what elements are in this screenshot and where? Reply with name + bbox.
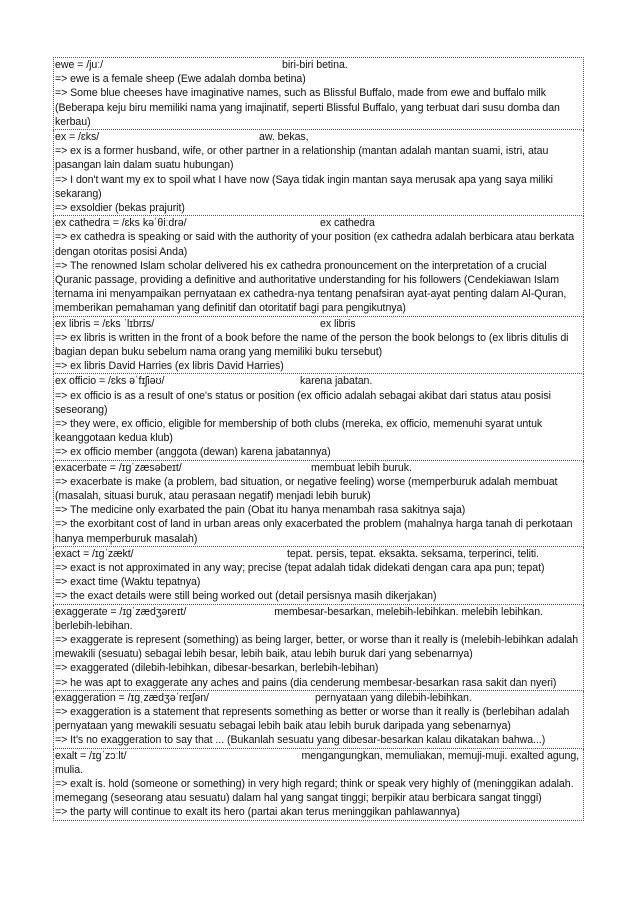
entry-line: => exact time (Waktu tepatnya): [55, 576, 201, 589]
entry-term: ex libris = /ɛks ˈlɪbrɪs/: [55, 317, 155, 330]
entry-line: => The renowned Islam scholar delivered his ex cathedra pronouncement on the interpretation of a crucial Quranic passage, providing a definitive and authoritative understanding for his followers (Cendekiawan Islam ternama ini menyampaikan pernyataan ex cathedra-nya tentang penafsiran ayat-ayat penting dalam Al-Quran, memberikan pemahaman yang definitif dan otoritatif bagi para pengikutnya): [55, 259, 567, 315]
entry-line: => exalt is. hold (someone or something) in very high regard; think or speak very highly of (meninggikan adalah. memegang (seseorang atau sesuatu) dalam hal yang sangat tinggi; berpikir atau berbicara sangat tinggi): [55, 778, 574, 805]
entry-term: exacerbate = /ɪɡˈzæsəbeɪt/: [55, 461, 182, 474]
entry-line: => they were, ex officio, eligible for membership of both clubs (mereka, ex officio, memenuhi syarat untuk keanggotaan kedua klub): [55, 418, 543, 445]
entry-line: => I don't want my ex to spoil what I have now (Saya tidak ingin mantan saya merusak apa yang saya miliki sekarang): [55, 173, 553, 200]
entry-line: => It's no exaggeration to say that ... (Bukanlah sesuatu yang dibesar-besarkan kalau dikatakan bahwa...): [55, 734, 546, 747]
entry-term: exact = /ɪɡˈzækt/: [55, 547, 134, 560]
entry-exaggerate: [53, 605, 584, 691]
entry-meaning: pernyataan yang dilebih-lebihkan.: [315, 691, 472, 704]
entry-line: => the exorbitant cost of land in urban areas only exacerbated the problem (mahalnya harga tanah di perkotaan hanya memperburuk masalah): [55, 518, 573, 545]
entry-meaning: aw. bekas,: [259, 131, 309, 143]
entry-meaning: tepat. persis, tepat. eksakta. seksama, terperinci, teliti.: [287, 547, 540, 560]
entry-line: => ewe is a female sheep (Ewe adalah domba betina): [55, 73, 306, 86]
entry-meaning: ex cathedra: [320, 217, 375, 230]
entry-term: ex cathedra = /ɛks kəˈθiːdrə/: [55, 217, 187, 230]
entry-ex-officio: [53, 374, 584, 460]
entry-ewe: [53, 57, 584, 130]
entry-meaning: karena jabatan.: [300, 375, 373, 388]
entry-line: => exaggeration is a statement that represents something as better or worse than it really is (berlebihan adalah pernyataan yang mewakili sesuatu sebagai lebih baik atau lebih buruk daripada yang sebenarnya): [55, 706, 570, 733]
entry-line: => exaggerated (dilebih-lebihkan, dibesar-besarkan, berlebih-lebihan): [55, 662, 379, 675]
entry-line: => ex libris David Harries (ex libris David Harries): [55, 360, 284, 373]
dictionary-page: [53, 57, 584, 821]
entry-line: => Some blue cheeses have imaginative names, such as Blissful Buffalo, made from ewe and buffalo milk (Beberapa keju biru memiliki nama yang imajinatif, seperti Blissful Buffalo, yang terbuat dari susu domba dan kerbau): [55, 87, 560, 128]
entry-meaning: membuat lebih buruk.: [311, 461, 412, 474]
entry-line: => exact is not approximated in any way; precise (tepat adalah tidak didekati dengan cara apa pun; tepat): [55, 562, 545, 574]
entry-term: exalt = /ɪɡˈzɔːlt/: [55, 749, 127, 762]
entry-exact: [53, 547, 584, 605]
entry-ex-libris: [53, 317, 584, 375]
entry-header: [55, 547, 582, 561]
entry-line: => The medicine only exarbated the pain (Obat itu hanya menambah rasa sakitnya saja): [55, 504, 466, 517]
entry-header: [55, 317, 582, 331]
entry-header: [55, 749, 582, 777]
entry-line: => ex is a former husband, wife, or other partner in a relationship (mantan adalah mantan suami, istri, atau pasangan lain dalam suatu hubungan): [55, 145, 549, 172]
entry-line: => the party will continue to exalt its hero (partai akan terus meninggikan pahlawannya): [55, 806, 460, 819]
entry-term: ewe = /juː/: [55, 59, 104, 71]
entry-exalt: [53, 749, 584, 821]
entry-term: exaggerate = /ɪɡˈzædʒəreɪt/: [55, 605, 187, 618]
entry-header: [55, 691, 582, 705]
entry-line: => ex officio is as a result of one's status or position (ex officio adalah sebagai akibat dari status atau posisi seseorang): [55, 389, 551, 416]
entry-header: [55, 461, 582, 475]
entry-term: ex = /ɛks/: [55, 131, 100, 143]
entry-meaning: membesar-besarkan, melebih-lebihkan. melebih lebihkan. berlebih-lebihan.: [55, 605, 543, 632]
entry-line: => exacerbate is make (a problem, bad situation, or negative feeling) worse (memperburuk adalah membuat (masalah, situasi buruk, atau perasaan negatif) menjadi lebih buruk): [55, 475, 558, 502]
entry-line: => he was apt to exaggerate any aches and pains (dia cenderung membesar-besarkan rasa sakit dan nyeri): [55, 676, 557, 689]
entry-line: => exsoldier (bekas prajurit): [55, 202, 185, 214]
entry-header: [55, 130, 582, 144]
entry-exaggeration: [53, 691, 584, 749]
entry-meaning: biri-biri betina.: [282, 59, 348, 71]
entry-line: => ex officio member (anggota (dewan) karena jabatannya): [55, 446, 331, 459]
entry-line: => ex cathedra is speaking or said with the authority of your position (ex cathedra adalah berbicara atau berkata dengan otoritas posisi Anda): [55, 231, 575, 258]
entry-term: ex officio = /ɛks əˈfɪʃiəʊ/: [55, 375, 165, 388]
entry-line: => ex libris is written in the front of a book before the name of the person the book belongs to (ex libris ditulis di bagian depan buku sebelum nama orang yang memiliki buku tersebut): [55, 331, 569, 358]
entry-ex: [53, 130, 584, 216]
entry-line: => exaggerate is represent (something) as being larger, better, or worse than it really is (melebih-lebihkan adalah mewakili (sesuatu) sebagai lebih besar, lebih baik, atau lebih buruk dari yang sebenarnya): [55, 634, 579, 661]
entry-ex-cathedra: [53, 216, 584, 316]
entry-header: [55, 58, 582, 72]
entry-term: exaggeration = /ɪɡˌzædʒəˈreɪʃən/: [55, 691, 209, 704]
entry-header: [55, 605, 582, 633]
entry-header: [55, 374, 582, 388]
entry-meaning: ex libris: [320, 317, 356, 330]
entry-exacerbate: [53, 461, 584, 547]
entry-line: => the exact details were still being worked out (detail persisnya masih dikerjakan): [55, 590, 437, 603]
entry-meaning: mengangungkan, memuliakan, memuji-muji. exalted agung, mulia.: [55, 749, 580, 776]
entry-header: [55, 216, 582, 230]
